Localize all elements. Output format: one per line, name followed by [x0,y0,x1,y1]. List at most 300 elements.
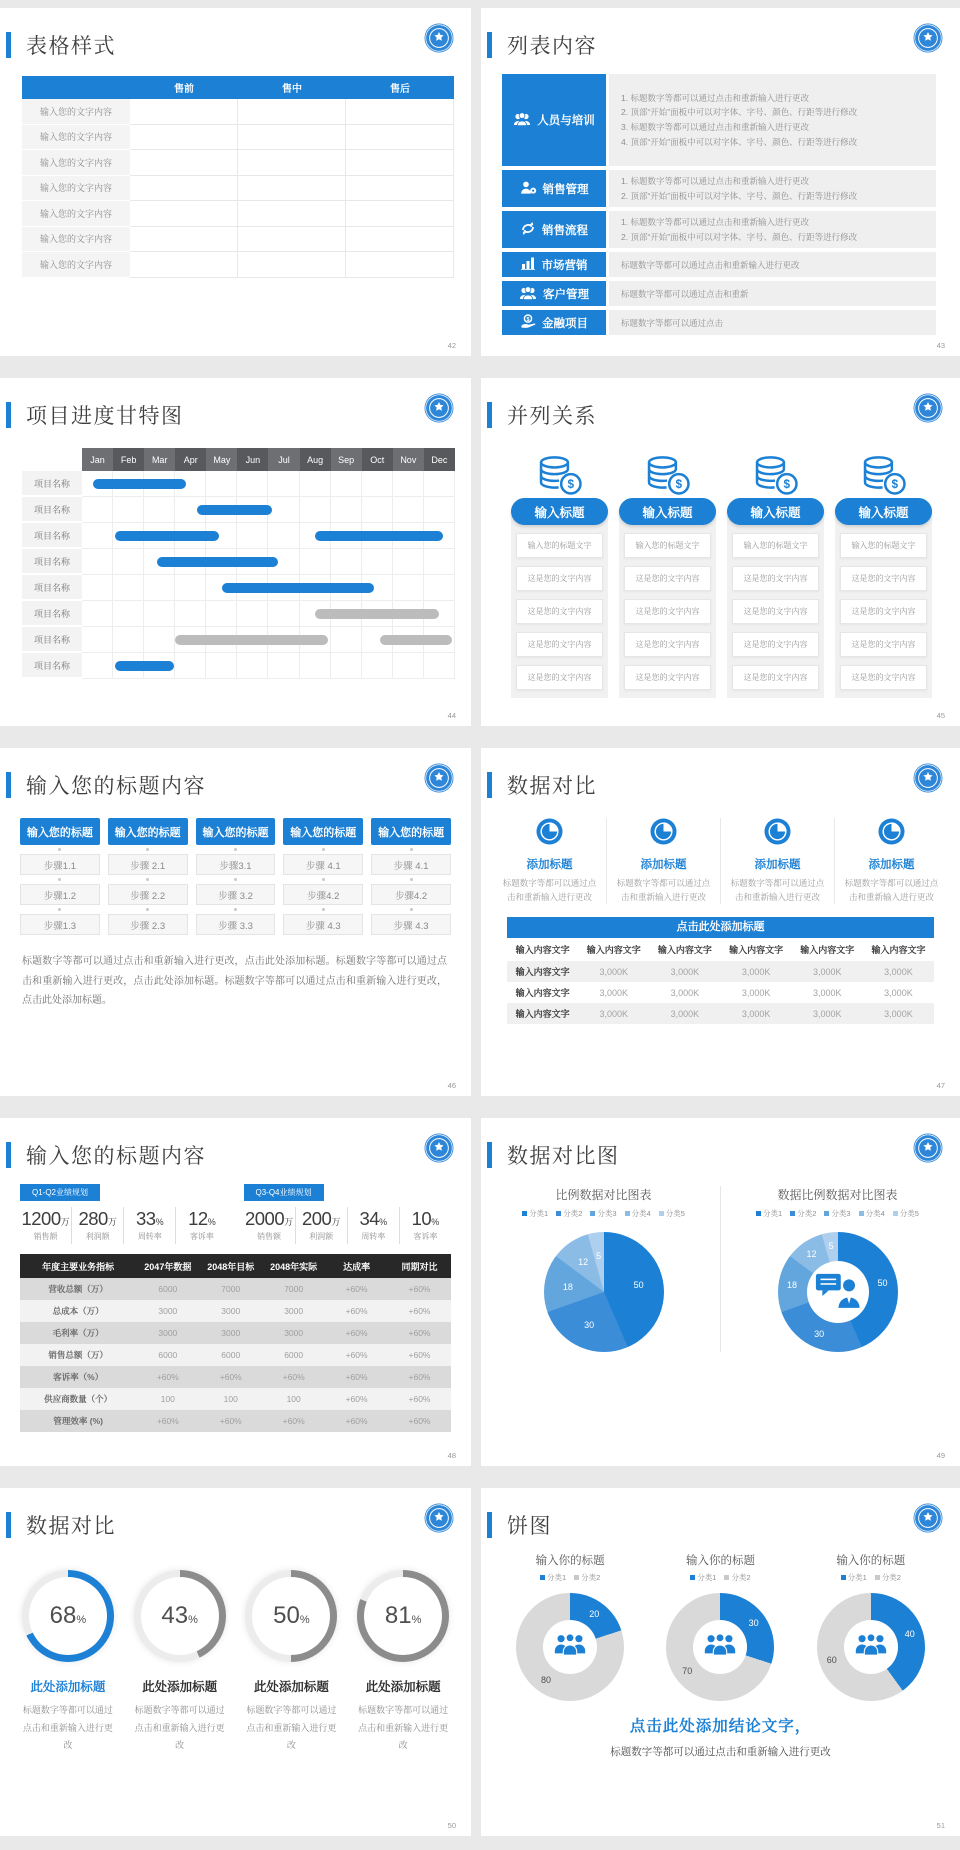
step-box[interactable]: 步骤4.2 [371,884,451,905]
legend-swatch [724,1575,729,1580]
slice-value-label: 50 [877,1277,888,1288]
empty-cell[interactable] [346,252,454,278]
kpi-number: 1200 [21,1208,61,1229]
coins-dollar-icon [511,446,608,498]
gantt-row [22,653,455,679]
step-box[interactable]: 步骤 2.2 [108,884,188,905]
donut-chart [516,1593,624,1701]
chart-title: 输入你的标题 [836,1555,906,1567]
value-cell: +60% [156,1416,179,1426]
slide-title: 饼图 [507,1515,552,1538]
presenter-icon [815,1271,861,1313]
text-box[interactable]: 这是您的文字内容 [840,665,927,690]
kpi-stat [347,1207,399,1244]
gantt-bar-blue[interactable] [115,531,219,541]
parallel-column [727,446,824,698]
kpi-number: 33 [136,1208,156,1229]
gantt-month-header-row [22,448,455,471]
gantt-month-header: Mar [144,448,175,471]
value-cell: +60% [408,1284,431,1294]
empty-cell[interactable] [130,99,238,125]
kpi-stat-row [244,1207,452,1244]
step-box[interactable]: 步骤4.2 [283,884,363,905]
slide-50-gauges[interactable] [0,1488,471,1836]
gauge-percent-sign: % [188,1614,198,1626]
gantt-grid-cell [175,575,206,601]
gantt-month-header: Jan [82,448,113,471]
step-box[interactable]: 步骤 4.3 [283,914,363,935]
gauge-percent-number: 43 [161,1602,189,1629]
table-header-cell: 年度主要业务指标 [42,1261,115,1272]
gauge-percent-sign: % [76,1614,87,1626]
step-column [196,818,276,935]
list-item[interactable] [502,252,936,277]
column-title-pill[interactable]: 输入标题 [835,498,932,525]
empty-cell[interactable] [130,201,238,227]
value-cell: 3,000K [813,966,842,977]
gauge-percent-number: 68 [49,1602,77,1629]
table-row [507,961,934,982]
column-title-pill[interactable]: 输入标题 [619,498,716,525]
feature-desc: 标题数字等都可以通过点击和重新输入进行更改 [502,878,597,903]
slide-43-list-content[interactable] [481,8,960,356]
step-columns [20,818,451,935]
step-box[interactable]: 步骤 3.2 [196,884,276,905]
empty-cell[interactable] [130,252,238,278]
value-cell: 3000 [158,1306,178,1316]
value-cell: 3,000K [599,966,629,977]
kpi-unit: % [431,1217,440,1227]
value-cell: 100 [286,1394,301,1404]
gantt-month-header: Apr [175,448,206,471]
step-box[interactable]: 步骤 2.1 [108,854,188,875]
value-cell: +60% [408,1372,431,1382]
feature-column [720,818,834,904]
slide-45-parallel[interactable] [481,378,960,726]
table-header-row [507,938,934,961]
empty-cell[interactable] [238,252,346,278]
gauge-desc: 标题数字等都可以通过点击和重新输入进行更改 [358,1705,449,1751]
gauge-value [245,1570,337,1662]
feature-title: 添加标题 [868,859,915,871]
slide-51-pie-charts[interactable] [481,1488,960,1836]
column-header[interactable]: 输入您的标题 [20,818,100,845]
value-cell: 6000 [158,1350,178,1360]
gantt-grid-cell [237,523,268,549]
slice-value-label: 60 [826,1654,837,1665]
pie-chart [544,1232,664,1352]
conclusion-desc: 标题数字等都可以通过点击和重新输入进行更改 [610,1746,831,1758]
gantt-grid-cell [113,627,144,653]
slice-value-label: 5 [596,1251,602,1262]
text-box[interactable]: 这是您的文字内容 [624,566,711,591]
slide-title: 输入您的标题内容 [26,1145,206,1168]
category-label-text: 市场营销 [541,259,588,272]
text-box[interactable]: 这是您的文字内容 [624,599,711,624]
gantt-grid-cell [424,549,455,575]
slice-value-label: 70 [682,1666,693,1677]
text-box[interactable]: 输入您的标题文字 [516,533,603,558]
gantt-chart [22,448,455,679]
gantt-row [22,523,455,549]
slice-value-label: 12 [578,1257,589,1268]
empty-cell[interactable] [238,227,346,253]
category-label [502,211,606,248]
chart-title: 数据比例数据对比图表 [777,1188,898,1202]
svg-text:$: $ [675,478,683,492]
value-cell: +60% [345,1328,368,1338]
slide-44-gantt[interactable] [0,378,471,726]
empty-cell[interactable] [130,176,238,202]
empty-cell[interactable] [346,176,454,202]
column-header[interactable]: 输入您的标题 [283,818,363,845]
slide-49-compare-charts[interactable] [481,1118,960,1466]
feature-column [493,818,606,904]
legend-swatch [824,1211,829,1216]
description-line: 1. 标题数字等都可以通过点击和重新输入进行更改 [621,176,809,186]
content-table [507,917,934,1024]
gantt-grid-cell [362,471,393,497]
gantt-month-header: Sep [331,448,362,471]
gantt-row-label: 项目名称 [22,575,82,601]
kpi-unit: 万 [284,1217,294,1227]
text-box[interactable]: 这是您的文字内容 [840,632,927,657]
slide-47-data-compare[interactable] [481,748,960,1096]
column-header[interactable]: 输入您的标题 [371,818,451,845]
legend-item: 分类3 [590,1208,616,1219]
step-box[interactable]: 步骤 4.1 [283,854,363,875]
legend-item: 分类2 [556,1208,582,1219]
step-box[interactable]: 步骤3.1 [196,854,276,875]
empty-cell[interactable] [238,150,346,176]
gantt-grid-cell [268,471,299,497]
gauge-column [124,1570,236,1755]
list-item[interactable] [502,74,936,166]
kpi-stat [20,1207,71,1244]
row-label-cell: 输入您的文字内容 [22,99,130,125]
gantt-bar-blue[interactable] [115,661,174,671]
chart-legend [645,1572,795,1583]
kpi-value [296,1208,347,1230]
gantt-grid-cell [144,627,175,653]
legend-swatch [574,1575,579,1580]
step-box[interactable]: 步骤1.1 [20,854,100,875]
title-accent-bar [6,1142,11,1168]
table-header-cell: 售前 [174,84,194,95]
gantt-grid-cell [331,549,362,575]
row-label-cell: 输入内容文字 [515,967,570,978]
legend-item: 分类1 [690,1572,716,1583]
empty-cell[interactable] [238,99,346,125]
gantt-grid-cell [237,601,268,627]
legend-swatch [522,1211,527,1216]
row-label-cell: 输入您的文字内容 [22,125,130,151]
gantt-grid-cell [331,471,362,497]
parallel-column [835,446,932,698]
table-row [22,201,454,227]
category-label-text: 销售管理 [542,183,589,196]
category-description [609,211,936,248]
donut-hole [807,1261,869,1323]
gantt-grid-cell [82,497,113,523]
page-number: 50 [447,1821,456,1830]
category-list [502,74,936,335]
slice-value-label: 30 [584,1320,595,1330]
empty-cell[interactable] [346,125,454,151]
gantt-grid-cell [268,653,299,679]
gantt-bar-blue[interactable] [222,583,374,593]
category-label-text: 销售流程 [542,224,588,237]
description-line: 2. 顶部“开始”面板中可以对字体、字号、颜色、行距等进行修改 [621,107,858,118]
connector-dot [146,908,149,911]
school-emblem-logo [424,393,454,423]
table-row [20,1322,451,1344]
gantt-bar-gray[interactable] [380,635,451,645]
description-line: 2. 顶部“开始”面板中可以对字体、字号、颜色、行距等进行修改 [621,190,858,201]
table-row [20,1344,451,1366]
gauge-percent-number: 50 [273,1602,300,1629]
gantt-row-label: 项目名称 [22,627,82,653]
gantt-grid-cell [113,497,144,523]
gauge-title: 此处添加标题 [365,1680,441,1694]
gantt-grid-cell [113,575,144,601]
page-number: 49 [936,1451,945,1460]
slice-value-label: 30 [814,1329,825,1340]
gantt-grid-cell [82,653,113,679]
svg-text:$: $ [783,478,791,492]
text-box[interactable]: 这是您的文字内容 [516,632,603,657]
column-header[interactable]: 输入您的标题 [108,818,188,845]
slide-48-kpi-table[interactable] [0,1118,471,1466]
table-row [22,125,454,151]
text-box[interactable]: 这是您的文字内容 [732,566,819,591]
slide-46-steps[interactable] [0,748,471,1096]
gantt-bar-blue[interactable] [197,505,272,515]
connector-dot [322,848,325,851]
legend-swatch [690,1575,695,1580]
category-label [502,252,606,277]
school-emblem-logo [913,1133,943,1163]
connector-dot [146,848,149,851]
feature-column [834,818,948,904]
legend-swatch [625,1211,630,1216]
kpi-value [72,1208,123,1230]
gantt-grid-cell [393,549,424,575]
text-box[interactable]: 这是您的文字内容 [516,566,603,591]
school-emblem-logo [913,1503,943,1533]
text-box[interactable]: 这是您的文字内容 [516,599,603,624]
legend-item: 分类1 [522,1208,548,1219]
value-cell: +60% [282,1372,305,1382]
legend-item: 分类2 [574,1572,600,1583]
gantt-row [22,471,455,497]
row-label-cell: 客诉率（%） [53,1372,104,1382]
step-box[interactable]: 步骤 4.1 [371,854,451,875]
gantt-month-header: Aug [300,448,331,471]
empty-cell[interactable] [130,125,238,151]
kpi-group-tag: Q1-Q2业绩规划 [20,1184,100,1201]
slice-value-label: 12 [806,1249,817,1260]
gantt-month-header: Oct [362,448,393,471]
chart-title: 比例数据对比图表 [555,1188,652,1202]
text-box[interactable]: 这是您的文字内容 [732,599,819,624]
list-item[interactable] [502,310,936,335]
list-item[interactable] [502,170,936,207]
table-header-cell: 售后 [390,84,410,95]
table-row [20,1410,451,1432]
category-description [609,281,936,306]
kpi-value [400,1208,451,1230]
slide-title: 列表内容 [507,35,597,58]
gantt-grid-cell [300,471,331,497]
description-line: 3. 标题数字等都可以通过点击和重新输入进行更改 [621,122,809,132]
kpi-value [348,1208,399,1230]
table-row [20,1300,451,1322]
text-box[interactable]: 这是您的文字内容 [624,665,711,690]
gantt-bar-blue[interactable] [93,479,186,489]
gantt-grid-cell [175,601,206,627]
step-box[interactable]: 步骤1.2 [20,884,100,905]
gantt-grid-cell [268,523,299,549]
gantt-grid-cell [113,549,144,575]
sales-stage-table [22,76,454,278]
table-row [20,1278,451,1300]
value-cell: +60% [345,1394,368,1404]
text-box[interactable]: 这是您的文字内容 [840,566,927,591]
page-number: 44 [447,711,456,720]
legend-swatch [841,1575,846,1580]
slide-header [481,1118,960,1170]
legend-item: 分类5 [659,1208,685,1219]
empty-cell[interactable] [238,176,346,202]
kpi-label: 利润额 [85,1232,110,1241]
connector-dot [410,878,413,881]
step-box[interactable]: 步骤1.3 [20,914,100,935]
step-box[interactable]: 步骤 4.3 [371,914,451,935]
text-box[interactable]: 这是您的文字内容 [732,665,819,690]
list-item[interactable] [502,281,936,306]
legend-item: 分类4 [859,1208,885,1219]
empty-cell[interactable] [130,227,238,253]
slide-header [481,8,960,60]
text-box[interactable]: 输入您的标题文字 [624,533,711,558]
text-box[interactable]: 这是您的文字内容 [624,632,711,657]
gauge-column [347,1570,459,1755]
kpi-stat-row [20,1207,228,1244]
text-box[interactable]: 这是您的文字内容 [840,599,927,624]
donut-chart [778,1232,898,1352]
text-box[interactable]: 这是您的文字内容 [732,632,819,657]
column-title-pill[interactable]: 输入标题 [511,498,608,525]
step-box[interactable]: 步骤 2.3 [108,914,188,935]
gauge-title: 此处添加标题 [142,1680,218,1694]
gantt-month-header: Jul [268,448,299,471]
table-header-cell: 输入内容文字 [729,945,784,956]
category-label [502,74,606,166]
empty-cell[interactable] [346,227,454,253]
slide-42-table-style[interactable] [0,8,471,356]
empty-cell[interactable] [130,150,238,176]
gantt-row-label: 项目名称 [22,523,82,549]
title-accent-bar [6,1512,11,1538]
empty-cell[interactable] [346,99,454,125]
gantt-grid-cell [424,497,455,523]
value-cell: 3000 [221,1328,241,1338]
connector-dot [410,848,413,851]
kpi-stat [71,1207,123,1244]
row-label-cell: 输入您的文字内容 [22,201,130,227]
table-row [22,176,454,202]
gantt-grid-cell [362,497,393,523]
slide-title: 并列关系 [507,405,597,428]
kpi-unit: 万 [331,1217,341,1227]
value-cell: 3,000K [670,966,700,977]
legend-swatch [756,1211,761,1216]
gantt-month-header: Jun [237,448,268,471]
list-item[interactable] [502,211,936,248]
gantt-row-label: 项目名称 [22,471,82,497]
school-emblem-logo [424,1133,454,1163]
text-box[interactable]: 输入您的标题文字 [840,533,927,558]
pie-chart-panel [487,1186,720,1352]
value-cell: 6000 [284,1350,304,1360]
gantt-grid-cell [393,653,424,679]
row-label-cell: 管理效率 (%) [53,1416,103,1426]
step-box[interactable]: 步骤 3.3 [196,914,276,935]
value-cell: 3,000K [599,1008,629,1019]
step-column [283,818,363,935]
text-box[interactable]: 这是您的文字内容 [516,665,603,690]
gauge-title: 此处添加标题 [253,1680,329,1694]
empty-cell[interactable] [346,201,454,227]
slide-title: 数据对比 [26,1515,116,1538]
gantt-bar-gray[interactable] [175,635,327,645]
column-header[interactable]: 输入您的标题 [196,818,276,845]
gantt-grid-cell [175,653,206,679]
gauge-value [134,1570,226,1662]
svg-text:$: $ [891,478,899,492]
gantt-grid-cell [268,601,299,627]
kpi-value [20,1208,71,1230]
empty-cell[interactable] [346,150,454,176]
gantt-grid-cell [206,653,237,679]
gantt-bar-blue[interactable] [315,531,442,541]
row-label-cell: 输入内容文字 [515,1009,570,1020]
gantt-row [22,575,455,601]
empty-cell[interactable] [238,125,346,151]
category-label [502,170,606,207]
kpi-group-tag: Q3-Q4业绩规划 [244,1184,324,1201]
text-box[interactable]: 输入您的标题文字 [732,533,819,558]
empty-cell[interactable] [238,201,346,227]
title-accent-bar [487,1512,492,1538]
kpi-unit: % [207,1217,216,1227]
metrics-table [20,1254,451,1432]
gantt-bar-gray[interactable] [315,609,439,619]
chart-legend [487,1208,720,1219]
category-description [609,310,936,335]
gantt-bar-blue[interactable] [157,557,278,567]
value-cell: 3,000K [599,987,629,998]
column-title-pill[interactable]: 输入标题 [727,498,824,525]
legend-item: 分类2 [875,1572,901,1583]
gantt-grid-cell [300,653,331,679]
gauge-value [22,1570,114,1662]
table-row [22,252,454,278]
gantt-grid-cell [424,653,455,679]
legend-swatch [556,1211,561,1216]
gantt-grid-cell [113,601,144,627]
